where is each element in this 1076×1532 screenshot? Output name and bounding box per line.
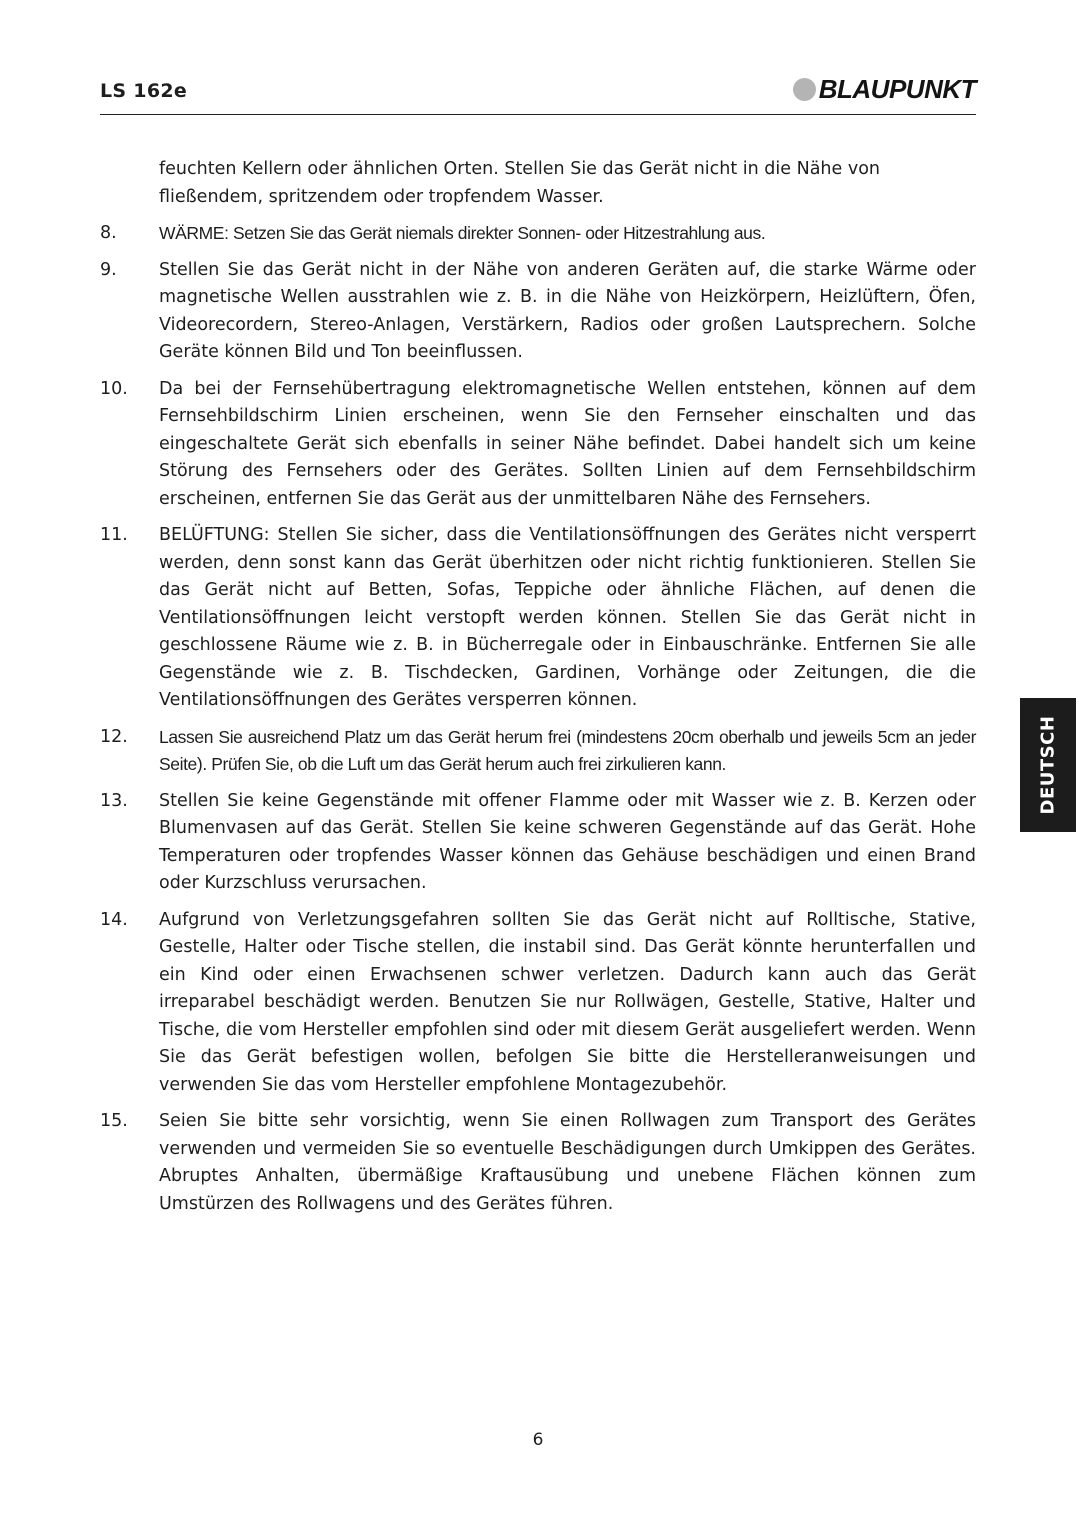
brand-name: BLAUPUNKT	[818, 74, 976, 104]
item-number: 14.	[100, 909, 128, 930]
item-text: WÄRME: Setzen Sie das Gerät niemals direkter Sonnen- oder Hitzestrahlung aus.	[159, 223, 766, 243]
item-text: Da bei der Fernsehübertragung elektromagnetische Wellen entstehen, können auf dem Fernsehbildschirm Linien erscheinen, wenn Sie den Fernseher einschalten und das eingeschaltete Gerät sich ebenfalls in seiner Nähe befindet. Dabei handelt sich um keine Störung des Fernsehers oder des Gerätes. Sollten Linien auf dem Fernsehbildschirm erscheinen, entfernen Sie das Gerät aus der unmittelbaren Nähe des Fernsehers.	[159, 378, 976, 509]
model-name: LS 162e	[100, 80, 188, 102]
item-number: 12.	[100, 726, 128, 747]
brand-dot-icon	[793, 78, 816, 101]
item-text: Aufgrund von Verletzungsgefahren sollten Sie das Gerät nicht auf Rolltische, Stative, Gestelle, Halter oder Tische stellen, die instabil sind. Das Gerät könnte herunterfallen und ein Kind oder einen Erwachsenen schwer verletzen. Dadurch kann auch das Gerät irreparabel beschädigt werden. Benutzen Sie nur Rollwägen, Gestelle, Stative, Halter und Tische, die vom Hersteller empfohlen sind oder mit diesem Gerät ausgeliefert werden. Wenn Sie das Gerät befestigen wollen, befolgen Sie bitte die Herstelleranweisungen und verwenden Sie das vom Hersteller empfohlene Montagezubehör.	[159, 909, 976, 1095]
list-item-12	[100, 724, 976, 779]
language-tab-label: DEUTSCH	[1037, 715, 1059, 815]
list-item-13	[100, 788, 976, 898]
list-item-9	[100, 257, 976, 367]
page-number: 6	[532, 1430, 544, 1450]
item-text: Stellen Sie keine Gegenstände mit offener Flamme oder mit Wasser wie z. B. Kerzen oder Blumenvasen auf das Gerät. Stellen Sie keine schweren Gegenstände auf das Gerät. Hohe Temperaturen oder tropfendes Wasser können das Gehäuse beschädigen und einen Brand oder Kurzschluss verursachen.	[159, 790, 976, 893]
item-text: BELÜFTUNG: Stellen Sie sicher, dass die Ventilationsöffnungen des Gerätes nicht versperrt werden, denn sonst kann das Gerät überhitzen oder nicht richtig funktionieren. Stellen Sie das Gerät nicht auf Betten, Sofas, Teppiche oder ähnliche Flächen, auf denen die Ventilationsöffnungen leicht verstopft werden können. Stellen Sie das Gerät nicht in geschlossene Räume wie z. B. in Bücherregale oder in Einbauschränke. Entfernen Sie alle Gegenstände wie z. B. Tischdecken, Gardinen, Vorhänge oder Zeitungen, die die Ventilationsöffnungen des Gerätes versperren können.	[159, 525, 976, 710]
item-number: 11.	[100, 525, 128, 545]
brand-logo	[793, 74, 976, 105]
list-item-11	[100, 522, 976, 715]
item-number: 15.	[100, 1111, 128, 1131]
item-text: Seien Sie bitte sehr vorsichtig, wenn Sie einen Rollwagen zum Transport des Gerätes verwenden und vermeiden Sie so eventuelle Beschädigungen durch Umkippen des Gerätes. Abruptes Anhalten, übermäßige Kraftausübung und unebene Flächen können zum Umstürzen des Rollwagens und des Gerätes führen.	[159, 1111, 976, 1214]
item-number: 9.	[100, 259, 117, 280]
item-number: 13.	[100, 790, 128, 811]
item-text: Stellen Sie das Gerät nicht in der Nähe von anderen Geräten auf, die starke Wärme oder magnetische Wellen ausstrahlen wie z. B. in die Nähe von Heizkörpern, Heizlüftern, Öfen, Videorecordern, Stereo-Anlagen, Verstärkern, Radios oder großen Lautsprechern. Solche Geräte können Bild und Ton beeinflussen.	[159, 259, 976, 362]
list-item-15	[100, 1108, 976, 1218]
list-item-14	[100, 907, 976, 1100]
continuation-text: feuchten Kellern oder ähnlichen Orten. Stellen Sie das Gerät nicht in die Nähe von fließendem, spritzendem oder tropfendem Wasser.	[159, 159, 880, 207]
continuation-paragraph	[100, 156, 976, 211]
language-tab	[1020, 698, 1076, 832]
safety-instructions	[100, 156, 976, 1227]
item-text: Lassen Sie ausreichend Platz um das Gerät herum frei (mindestens 20cm oberhalb und jeweils 5cm an jeder Seite). Prüfen Sie, ob die Luft um das Gerät herum auch frei zirkulieren kann.	[159, 726, 976, 774]
list-item-10	[100, 376, 976, 514]
list-item-8	[100, 220, 976, 248]
page-header	[100, 70, 976, 115]
item-number: 8.	[100, 223, 117, 243]
item-number: 10.	[100, 378, 128, 399]
